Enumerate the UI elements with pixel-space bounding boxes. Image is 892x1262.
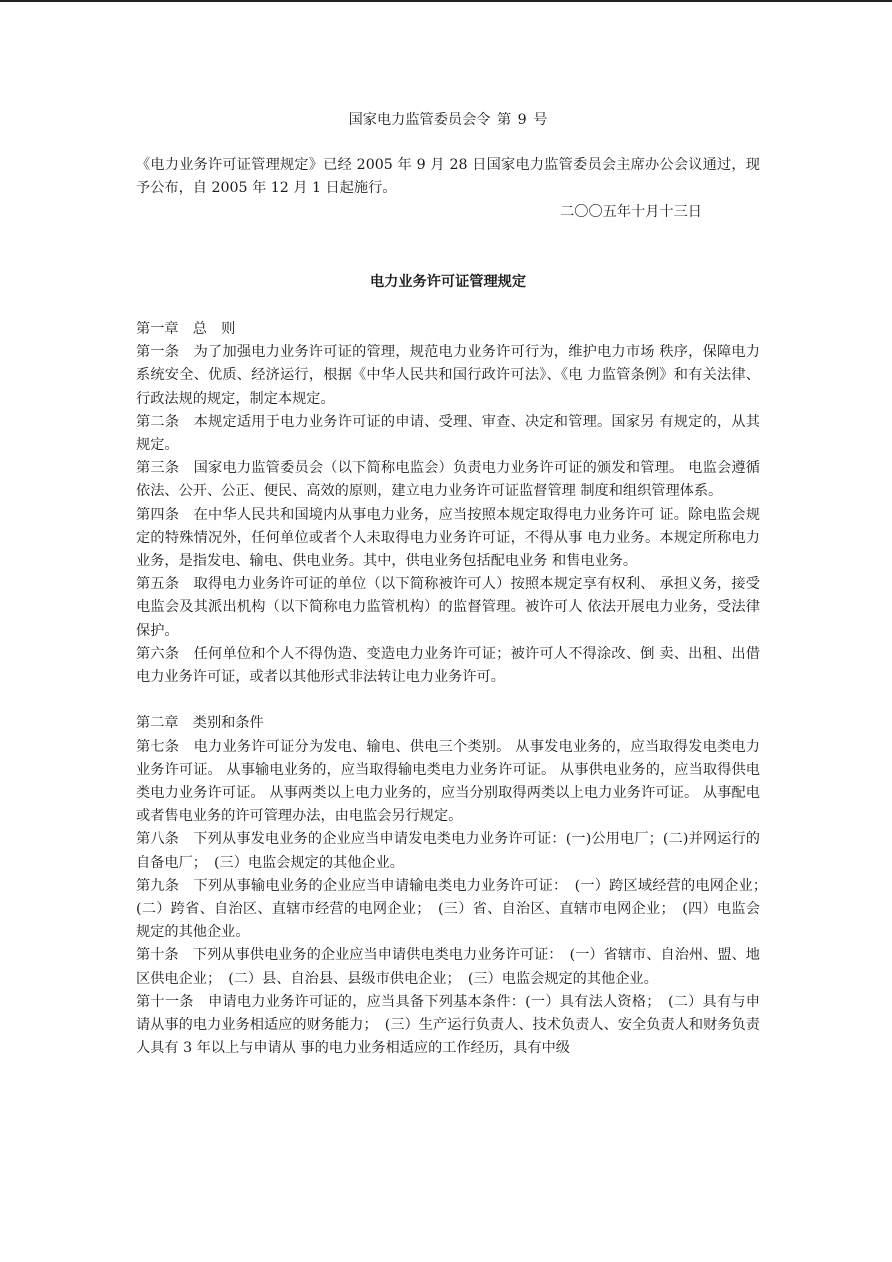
order-title: 国家电力监管委员会令 第 9 号 [348,112,548,128]
article-1: 第一条 为了加强电力业务许可证的管理，规范电力业务许可行为，维护电力市场 秩序，保障电力系统安全、优质、经济运行，根据《中华人民共和国行政许可法》、《电 力监管条例》和有关法律、行政法规的规定，制定本规定。 [136,344,760,407]
article-7: 第七条 电力业务许可证分为发电、输电、供电三个类别。 从事发电业务的，应当取得发电类电力业务许可证。 从事输电业务的，应当取得输电类电力业务许可证。 从事供电业务的，应当取得供电类电力业务许可证。 从事两类以上电力业务的，应当分别取得两类以上电力业务许可证。 从事配电或者售电业务的许可管理办法，由电监会另行规定。 [136,738,760,825]
chapter-heading-2: 第二章 类别和条件 [136,715,264,732]
regulation-title: 电力业务许可证管理规定 [369,274,527,290]
issue-date: 二〇〇五年十月十三日 [560,204,702,220]
article-4: 第四条 在中华人民共和国境内从事电力业务，应当按照本规定取得电力业务许可 证。除电监会规定的特殊情况外，任何单位或者个人未取得电力业务许可证，不得从事 电力业务。本规定所称电力业务，是指发电、输电、供电业务。其中，供电业务包括配电业务 和售电业务。 [136,506,760,570]
chapter-heading-1: 第一章 总 则 [136,321,236,337]
article-3: 第三条 国家电力监管委员会（以下简称电监会）负责电力业务许可证的颁发和管理。 电监会遵循依法、公开、公正、便民、高效的原则，建立电力业务许可证监督管理 制度和组织管理体系。 [136,460,760,500]
article-6: 第六条 任何单位和个人不得伪造、变造电力业务许可证；被许可人不得涂改、倒 卖、出租、出借电力业务许可证，或者以其他形式非法转让电力业务许可。 [136,645,760,686]
article-5: 第五条 取得电力业务许可证的单位（以下简称被许可人）按照本规定享有权利、 承担义务，接受电监会及其派出机构（以下简称电力监管机构）的监督管理。被许可人 依法开展电力业务，受法律保护。 [136,576,760,639]
top-border-line [0,0,892,2]
article-8: 第八条 下列从事发电业务的企业应当申请发电类电力业务许可证：(一)公用电厂；(二)并网运行的自备电厂； (三）电监会规定的其他企业。 [136,831,760,871]
article-10: 第十条 下列从事供电业务的企业应当申请供电类电力业务许可证： (一）省辖市、自治州、盟、地区供电企业； (二）县、自治县、县级市供电企业； (三）电监会规定的其他企业。 [136,947,760,987]
article-11: 第十一条 申请电力业务许可证的，应当具备下列基本条件：(一）具有法人资格； (二）具有与申请从事的电力业务相适应的财务能力； (三）生产运行负责人、技术负责人、安全负责人和财务负责人具有 3 年以上与申请从 事的电力业务相适应的工作经历，具有中级 [136,993,760,1057]
article-9: 第九条 下列从事输电业务的企业应当申请输电类电力业务许可证： (一）跨区域经营的电网企业； (二）跨省、自治区、直辖市经营的电网企业； (三）省、自治区、直辖市电网企业； (四）电监会规定的其他企业。 [136,877,775,941]
regulation-body [136,318,775,1060]
article-2: 第二条 本规定适用于电力业务许可证的申请、受理、审查、决定和管理。国家另 有规定的，从其规定。 [136,413,760,454]
preamble-paragraph: 《电力业务许可证管理规定》已经 2005 年 9 月 28 日国家电力监管委员会主席办公会议通过，现予公布，自 2005 年 12 月 1 日起施行。 [136,157,760,197]
chapter-spacer [136,689,760,712]
